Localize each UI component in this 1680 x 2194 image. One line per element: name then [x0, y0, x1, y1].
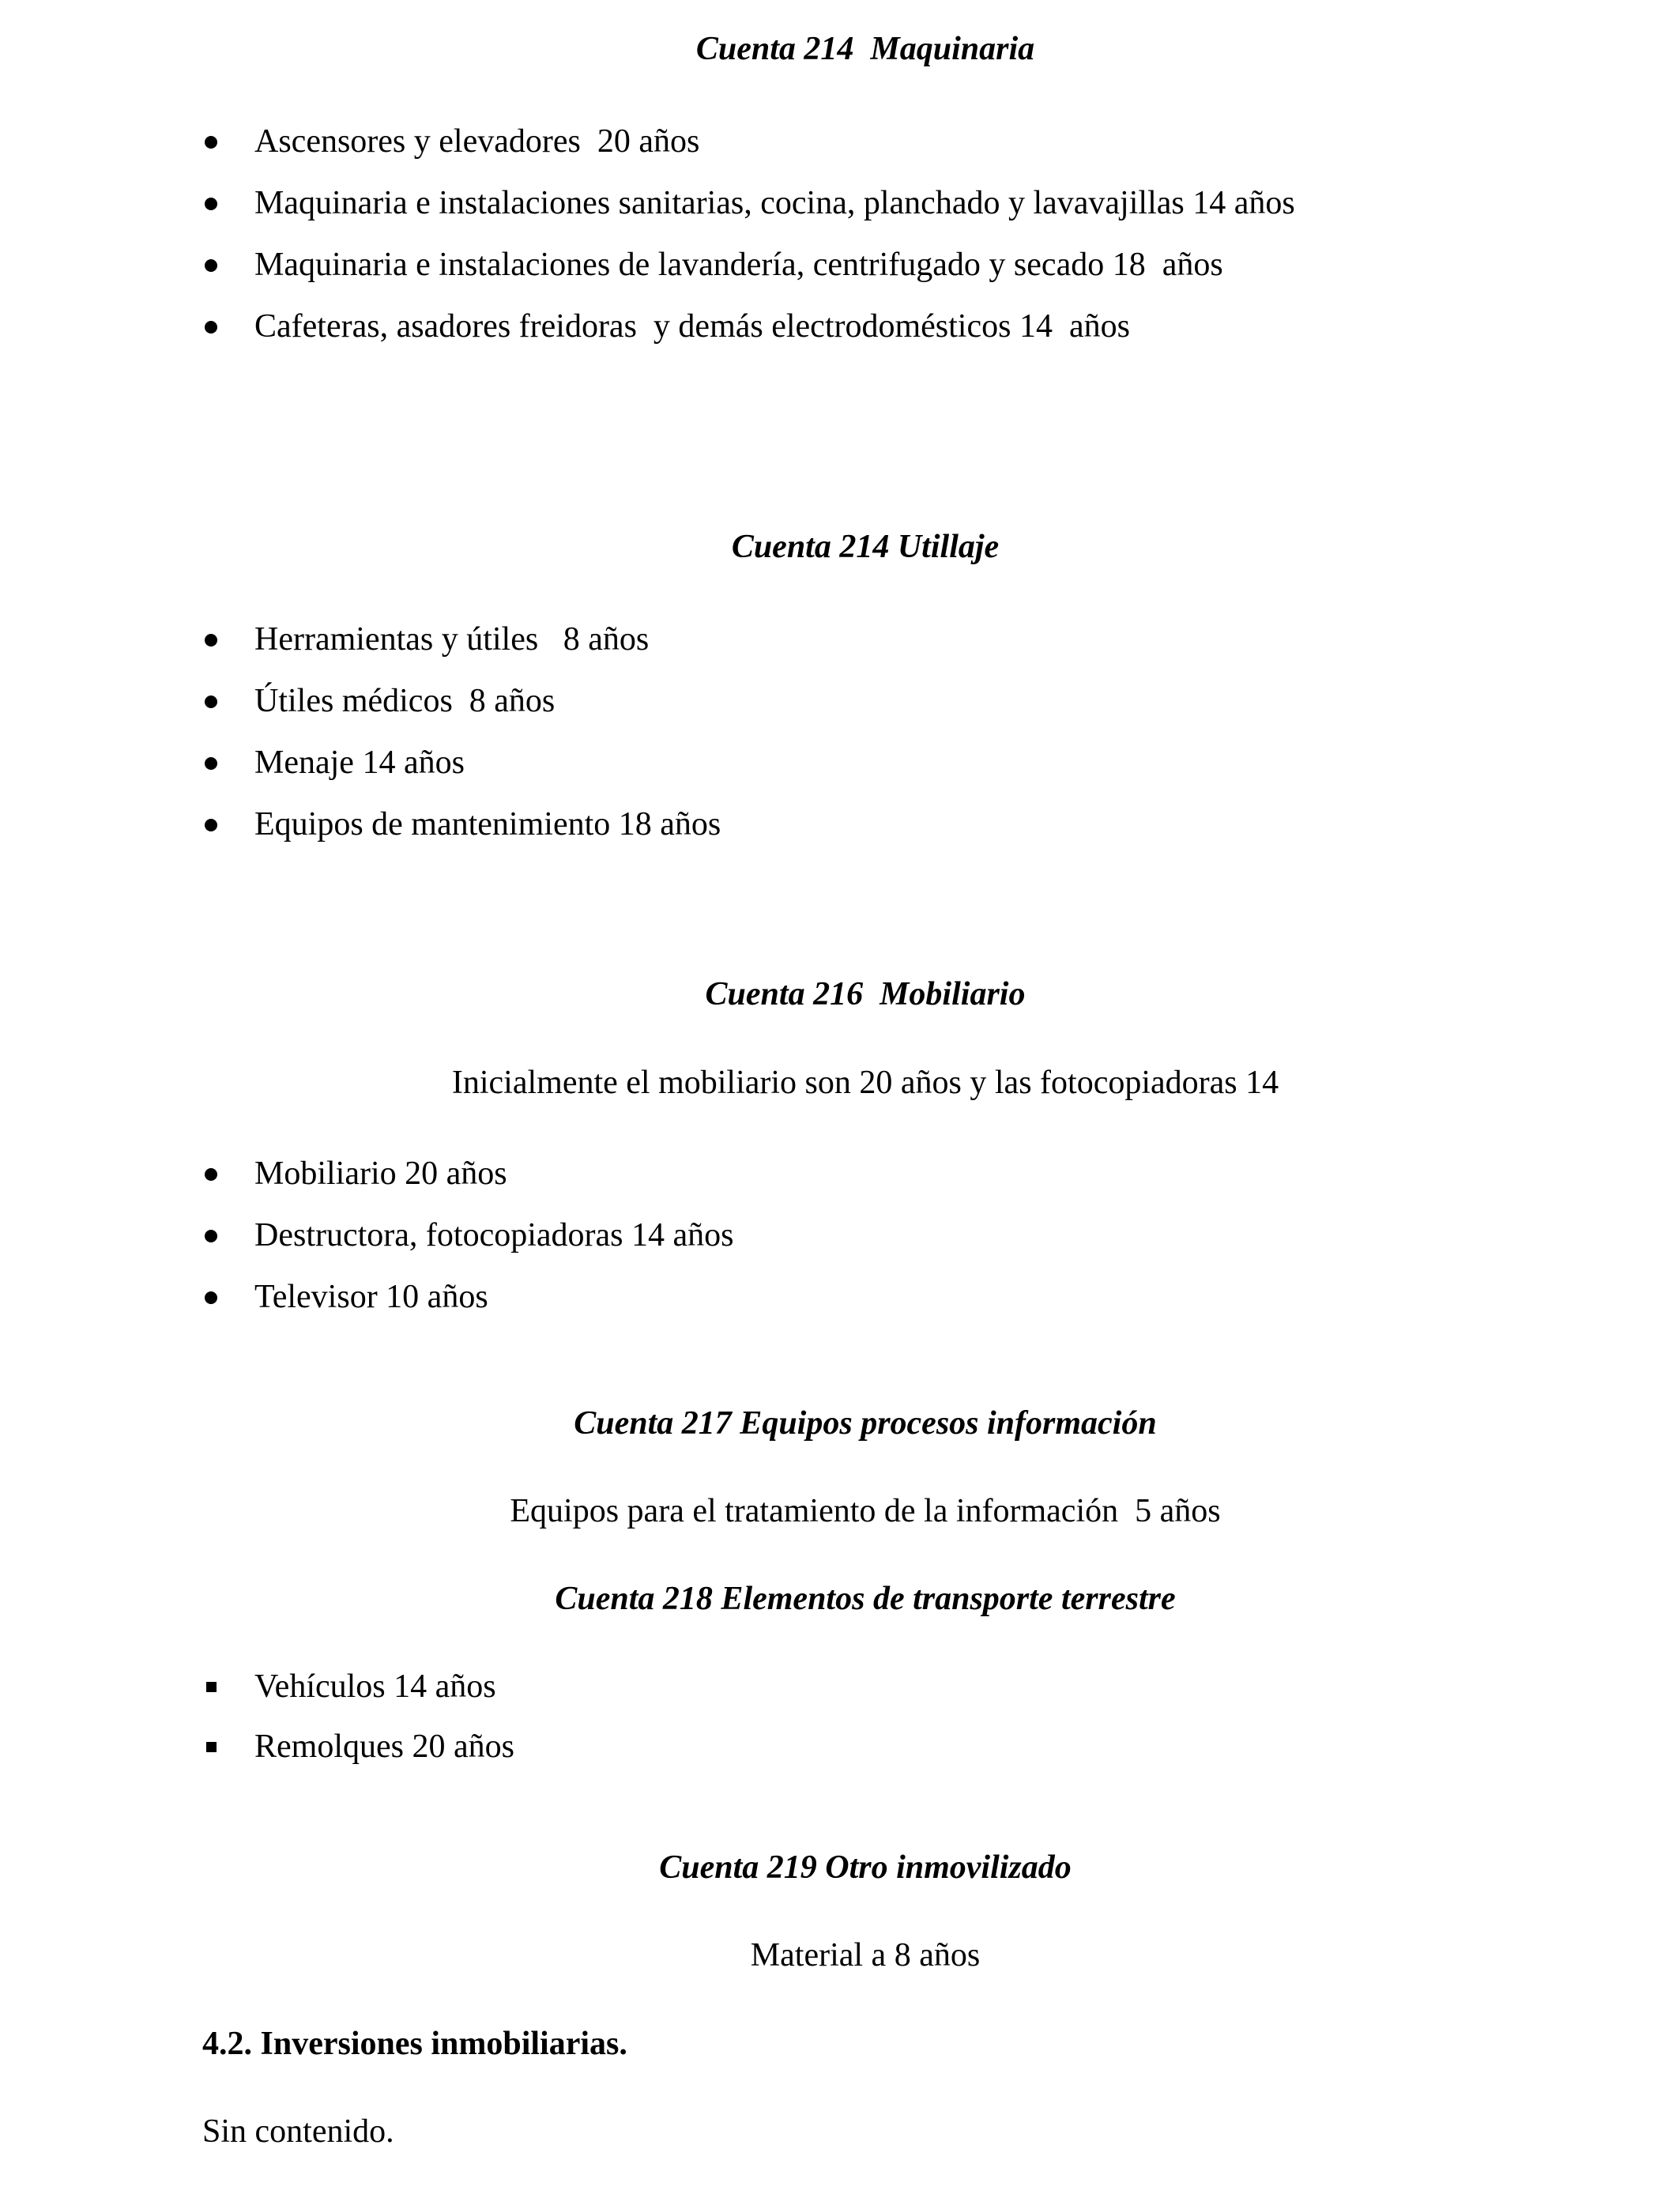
- equipos-heading: Cuenta 217 Equipos procesos información: [574, 1405, 1157, 1442]
- list-item-text: Útiles médicos 8 años: [254, 683, 556, 719]
- list-item-text: Menaje 14 años: [254, 745, 465, 781]
- list-item-text: Destructora, fotocopiadoras 14 años: [254, 1217, 734, 1253]
- list-item-text: Maquinaria e instalaciones sanitarias, cocina, planchado y lavavajillas 14 años: [254, 185, 1295, 221]
- section-text: Sin contenido.: [202, 2113, 394, 2150]
- equipos-text: Equipos para el tratamiento de la información 5 años: [510, 1493, 1221, 1529]
- list-item-text: Mobiliario 20 años: [254, 1155, 507, 1192]
- list-item-text: Televisor 10 años: [254, 1279, 488, 1315]
- bullet-icon: [205, 819, 217, 831]
- bullet-icon: [205, 1291, 217, 1304]
- list-item-text: Equipos de mantenimiento 18 años: [254, 806, 721, 843]
- otro-text: Material a 8 años: [750, 1937, 981, 1973]
- list-item-text: Ascensores y elevadores 20 años: [254, 123, 700, 160]
- bullet-icon: [205, 198, 217, 210]
- list-item-text: Maquinaria e instalaciones de lavandería, centrifugado y secado 18 años: [254, 247, 1223, 283]
- list-item-text: Vehículos 14 años: [254, 1668, 496, 1705]
- bullet-icon: [205, 259, 217, 272]
- bullet-icon: [205, 1230, 217, 1242]
- list-item-text: Herramientas y útiles 8 años: [254, 621, 650, 658]
- maquinaria-heading: Cuenta 214 Maquinaria: [695, 31, 1035, 67]
- list-item-text: Remolques 20 años: [254, 1728, 514, 1765]
- otro-heading: Cuenta 219 Otro inmovilizado: [659, 1849, 1072, 1886]
- bullet-icon: [205, 757, 217, 770]
- mobiliario-heading: Cuenta 216 Mobiliario: [705, 976, 1026, 1012]
- bullet-icon: [205, 634, 217, 647]
- bullet-icon: [205, 1168, 217, 1181]
- square-bullet-icon: [206, 1742, 217, 1752]
- mobiliario-intro: Inicialmente el mobiliario son 20 años y las fotocopiadoras 14: [451, 1065, 1279, 1101]
- utillaje-heading: Cuenta 214 Utillaje: [731, 529, 1000, 565]
- bullet-icon: [205, 696, 217, 708]
- transporte-heading: Cuenta 218 Elementos de transporte terrestre: [555, 1581, 1176, 1617]
- section-title: 4.2. Inversiones inmobiliarias.: [202, 2026, 627, 2062]
- list-item-text: Cafeteras, asadores freidoras y demás electrodomésticos 14 años: [254, 308, 1130, 345]
- bullet-icon: [205, 136, 217, 149]
- square-bullet-icon: [206, 1682, 217, 1692]
- bullet-icon: [205, 321, 217, 334]
